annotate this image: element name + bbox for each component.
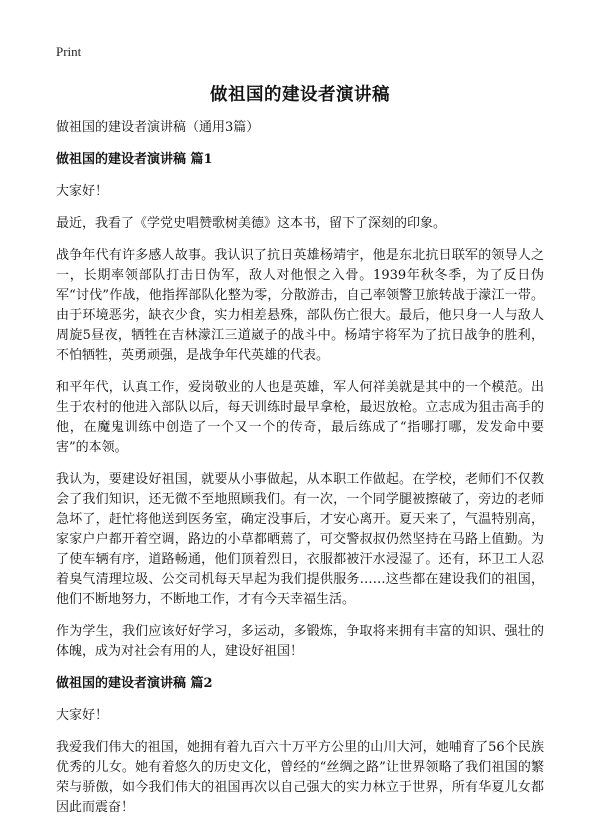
paragraph: 和平年代，认真工作，爱岗敬业的人也是英雄，军人何祥美就是其中的一个模范。出生于农村的他进入部队以后，每天训练时最早拿枪，最迟放枪。立志成为狙击高手的他，在魔鬼训练中创造了一个又一个的传奇，最后练成了“指哪打哪，发发命中要害”的本领。 xyxy=(56,380,544,455)
page-title: 做祖国的建设者演讲稿 xyxy=(210,85,390,105)
paragraph: 我认为，要建设好祖国，就要从小事做起，从本职工作做起。在学校，老师们不仅教会了我们知识，还无微不至地照顾我们。有一次，一个同学腿被擦破了，旁边的老师急坏了，赶忙将他送到医务室，确定没事后，才安心离开。夏天来了，气温特别高，家家户户都开着空调，路边的小草都晒蔫了，可交警叔叔仍然坚持在马路上值勤。为了使车辆有序，道路畅通，他们顶着烈日，衣服都被汗水浸湿了。还有，环卫工人忍着臭气清理垃圾、公交司机每天早起为我们提供服务……这些都在建设我们的祖国，他们不断地努力，不断地工作，才有今天幸福生活。 xyxy=(56,472,544,607)
paragraph: 大家好！ xyxy=(56,184,109,199)
paragraph: 战争年代有许多感人故事。我认识了抗日英雄杨靖宇，他是东北抗日联军的领导人之一，长期率领部队打击日伪军，敌人对他恨之入骨。1939年秋冬季，为了反日伪军“讨伐”作战，他指挥部队化整为零，分散游击，自己率领警卫旅转战于濛江一带。由于环境恶劣，缺衣少食，实力相差悬殊，部队伤亡很大。最后，他只身一人与敌人周旋5昼夜，牺牲在吉林濛江三道崴子的战斗中。杨靖宇将军为了抗日战争的胜利，不怕牺牲，英勇顽强，是战争年代英雄的代表。 xyxy=(56,248,544,363)
document-subtitle: 做祖国的建设者演讲稿（通用3篇） xyxy=(56,120,260,135)
section-heading: 做祖国的建设者演讲稿 篇1 xyxy=(56,152,213,167)
print-link[interactable]: Print xyxy=(56,44,82,59)
section-heading: 做祖国的建设者演讲稿 篇2 xyxy=(56,676,213,691)
paragraph: 最近，我看了《学党史唱赞歌树美德》这本书，留下了深刻的印象。 xyxy=(56,216,447,231)
paragraph: 我爱我们伟大的祖国，她拥有着九百六十万平方公里的山川大河，她哺育了56个民族优秀的儿女。她有着悠久的历史文化，曾经的“丝绸之路”让世界领略了我们祖国的繁荣与骄傲，如今我们伟大的祖国再次以自己强大的实力林立于世界，所有华夏儿女都因此而震奋！ xyxy=(56,740,544,815)
document-body xyxy=(56,118,544,830)
paragraph: 作为学生，我们应该好好学习，多运动，多锻炼，争取将来拥有丰富的知识、强壮的体魄，成为对社会有用的人，建设好祖国！ xyxy=(56,624,544,659)
paragraph: 大家好！ xyxy=(56,708,109,723)
